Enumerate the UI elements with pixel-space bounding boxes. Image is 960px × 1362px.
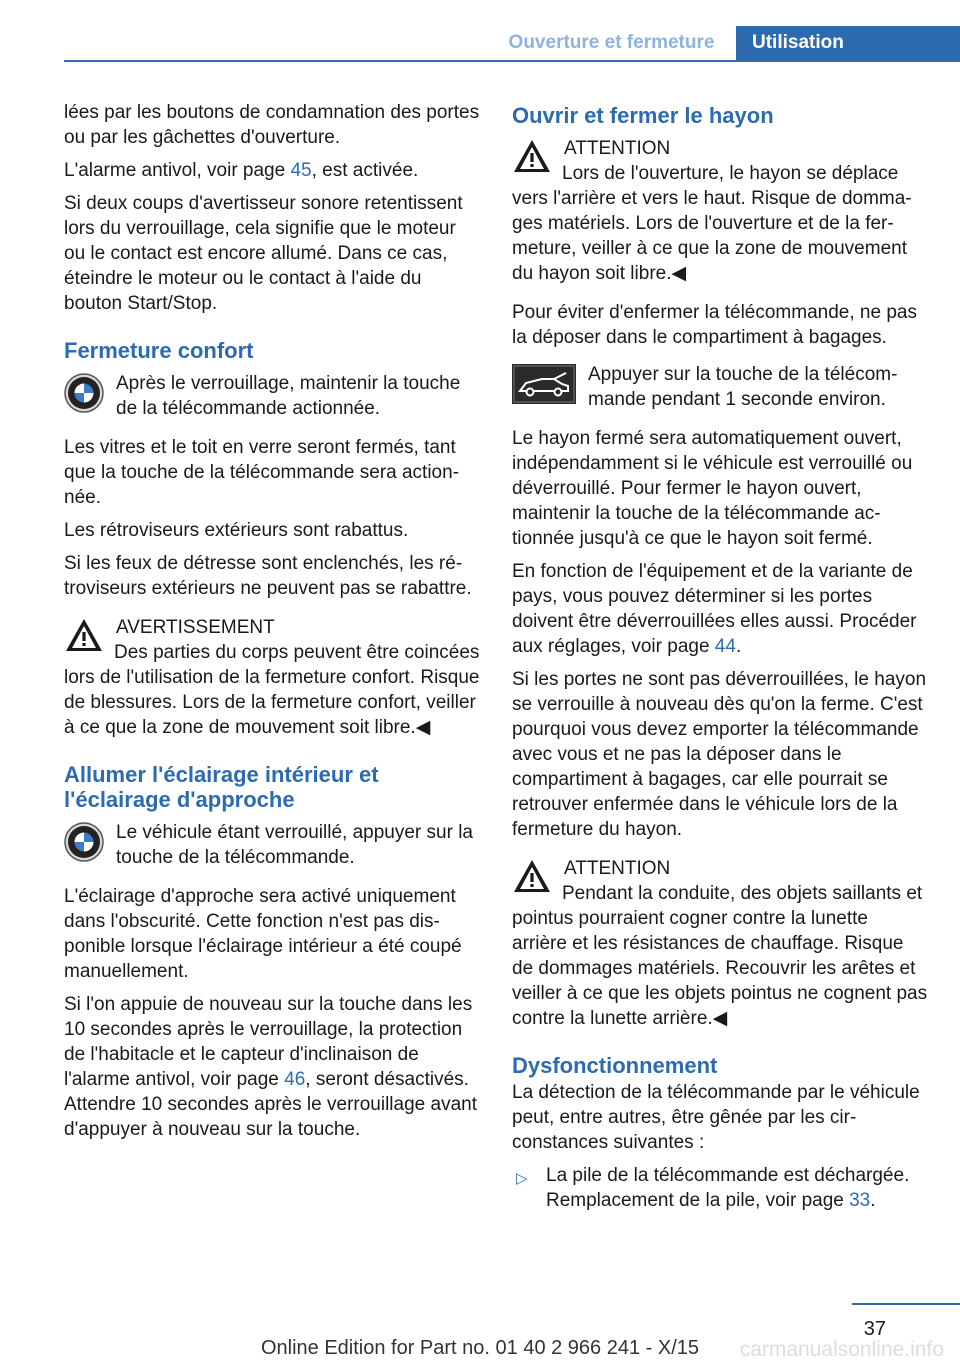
warning-title: AVERTISSEMENT <box>116 617 275 638</box>
bmw-logo-icon <box>64 822 104 869</box>
heading-eclairage: Allumer l'éclairage intérieur et l'éclairage d'approche <box>64 762 379 812</box>
icon-instruction: Appuyer sur la touche de la télécommande pendant 1 seconde environ. <box>512 362 928 412</box>
heading-hayon: Ouvrir et fermer le hayon <box>512 103 774 128</box>
left-column <box>64 100 480 1150</box>
page-link-46[interactable]: 46 <box>284 1069 306 1090</box>
header-section-title: Ouverture et fermeture <box>508 32 715 53</box>
page-link-44[interactable]: 44 <box>714 636 736 657</box>
paragraph: En fonction de l'équipement et de la variante de pays, vous pouvez déterminer si les portes doivent être déverrouillées elles aussi. Procéder aux réglages, voir page 44. <box>512 561 917 657</box>
header-chapter-tab: Utilisation <box>736 26 960 61</box>
footer-rule <box>852 1303 960 1305</box>
paragraph: lées par les boutons de condamnation des portes ou par les gâchettes d'ouverture. <box>64 102 480 148</box>
paragraph: Si les portes ne sont pas déverrouillées, le hayon se verrouille à nouveau dès qu'on la ferme. C'est pourquoi vous devez emporter la télécommande avec vous et ne pas la déposer dans le compartiment à bagages, car elle pourrait se retrouver enfermée dans le véhicule lors de la fermeture du hayon. <box>512 669 927 840</box>
warning-title: ATTENTION <box>564 138 671 159</box>
warning-triangle-icon <box>64 617 104 653</box>
edition-note: Online Edition for Part no. 01 40 2 966 241 - X/15 <box>260 1337 700 1359</box>
list-item: ▷ La pile de la télécommande est déchargée. Remplacement de la pile, voir page 33. <box>512 1163 928 1213</box>
paragraph: Le hayon fermé sera automatiquement ouvert, indépendamment si le véhicule est verrouillé ou déverrouillé. Pour fermer le hayon ouvert, maintenir la touche de la télécommande actionnée jusqu'à ce que le hayon soit fermé. <box>512 428 913 549</box>
paragraph: L'alarme antivol, voir page 45, est activée. <box>64 160 419 181</box>
paragraph: L'éclairage d'approche sera activé uniquement dans l'obscurité. Cette fonction n'est pas disponible lorsque l'éclairage intérieur a été coupé manuellement. <box>64 886 462 982</box>
paragraph: Pour éviter d'enfermer la télécommande, ne pas la déposer dans le compartiment à bagages. <box>512 302 917 348</box>
bullet-arrow-icon: ▷ <box>516 1170 528 1187</box>
warning-triangle-icon <box>512 138 552 174</box>
paragraph: Si deux coups d'avertisseur sonore retentissent lors du verrouillage, cela signifie que le moteur ou le contact est encore allumé. Dans ce cas, éteindre le moteur ou le contact à l'aide du bouton Start/Stop. <box>64 193 463 314</box>
icon-instruction: Après le verrouillage, maintenir la touche de la télécommande actionnée. <box>64 371 480 421</box>
warning-triangle-icon <box>512 858 552 894</box>
paragraph: Si les feux de détresse sont enclenchés, les rétroviseurs extérieurs ne peuvent pas se rabattre. <box>64 553 472 599</box>
warning-box <box>512 856 928 1031</box>
paragraph: La détection de la télécommande par le véhicule peut, entre autres, être gênée par les circonstances suivantes : <box>512 1082 920 1153</box>
icon-instruction: Le véhicule étant verrouillé, appuyer sur la touche de la télécommande. <box>64 820 480 870</box>
warning-text: Des parties du corps peuvent être coincées lors de l'utilisation de la fermeture confort. Risque de blessures. Lors de la fermeture confort, veiller à ce que la zone de mouvement soit libre.◀ <box>64 642 480 738</box>
warning-box <box>512 136 928 286</box>
warning-text: Lors de l'ouverture, le hayon se déplace vers l'arrière et vers le haut. Risque de dommages matériels. Lors de l'ouverture et de la fermeture, veiller à ce que la zone de mouvement du hayon soit libre.◀ <box>512 163 912 284</box>
warning-title: ATTENTION <box>564 858 671 879</box>
heading-dysfonctionnement: Dysfonctionnement <box>512 1053 718 1078</box>
page-link-33[interactable]: 33 <box>849 1190 871 1211</box>
paragraph: Si l'on appuie de nouveau sur la touche dans les 10 secondes après le verrouillage, la protection de l'habitacle et le capteur d'inclinaison de l'alarme antivol, voir page 46, seront désactivés. Attendre 10 secondes après le verrouillage avant d'appuyer à nouveau sur la touche. <box>64 994 477 1140</box>
paragraph: Les vitres et le toit en verre seront fermés, tant que la touche de la télécommande sera actionnée. <box>64 437 460 508</box>
page-link-45[interactable]: 45 <box>290 160 312 181</box>
warning-box <box>64 615 480 740</box>
tailgate-car-icon <box>512 364 576 411</box>
heading-fermeture-confort: Fermeture confort <box>64 338 254 363</box>
right-column <box>512 100 928 1213</box>
bmw-logo-icon <box>64 373 104 420</box>
watermark: carmanualsonline.info <box>739 1338 944 1361</box>
page-number: 37 <box>863 1318 886 1340</box>
warning-text: Pendant la conduite, des objets saillants et pointus pourraient cogner contre la lunette arrière et les résistances de chauffage. Risque de dommages matériels. Recouvrir les arêtes et veiller à ce que les objets pointus ne cognent pas contre la lunette arrière.◀ <box>512 883 928 1029</box>
header-rule <box>64 60 960 62</box>
paragraph: Les rétroviseurs extérieurs sont rabattus. <box>64 520 409 541</box>
